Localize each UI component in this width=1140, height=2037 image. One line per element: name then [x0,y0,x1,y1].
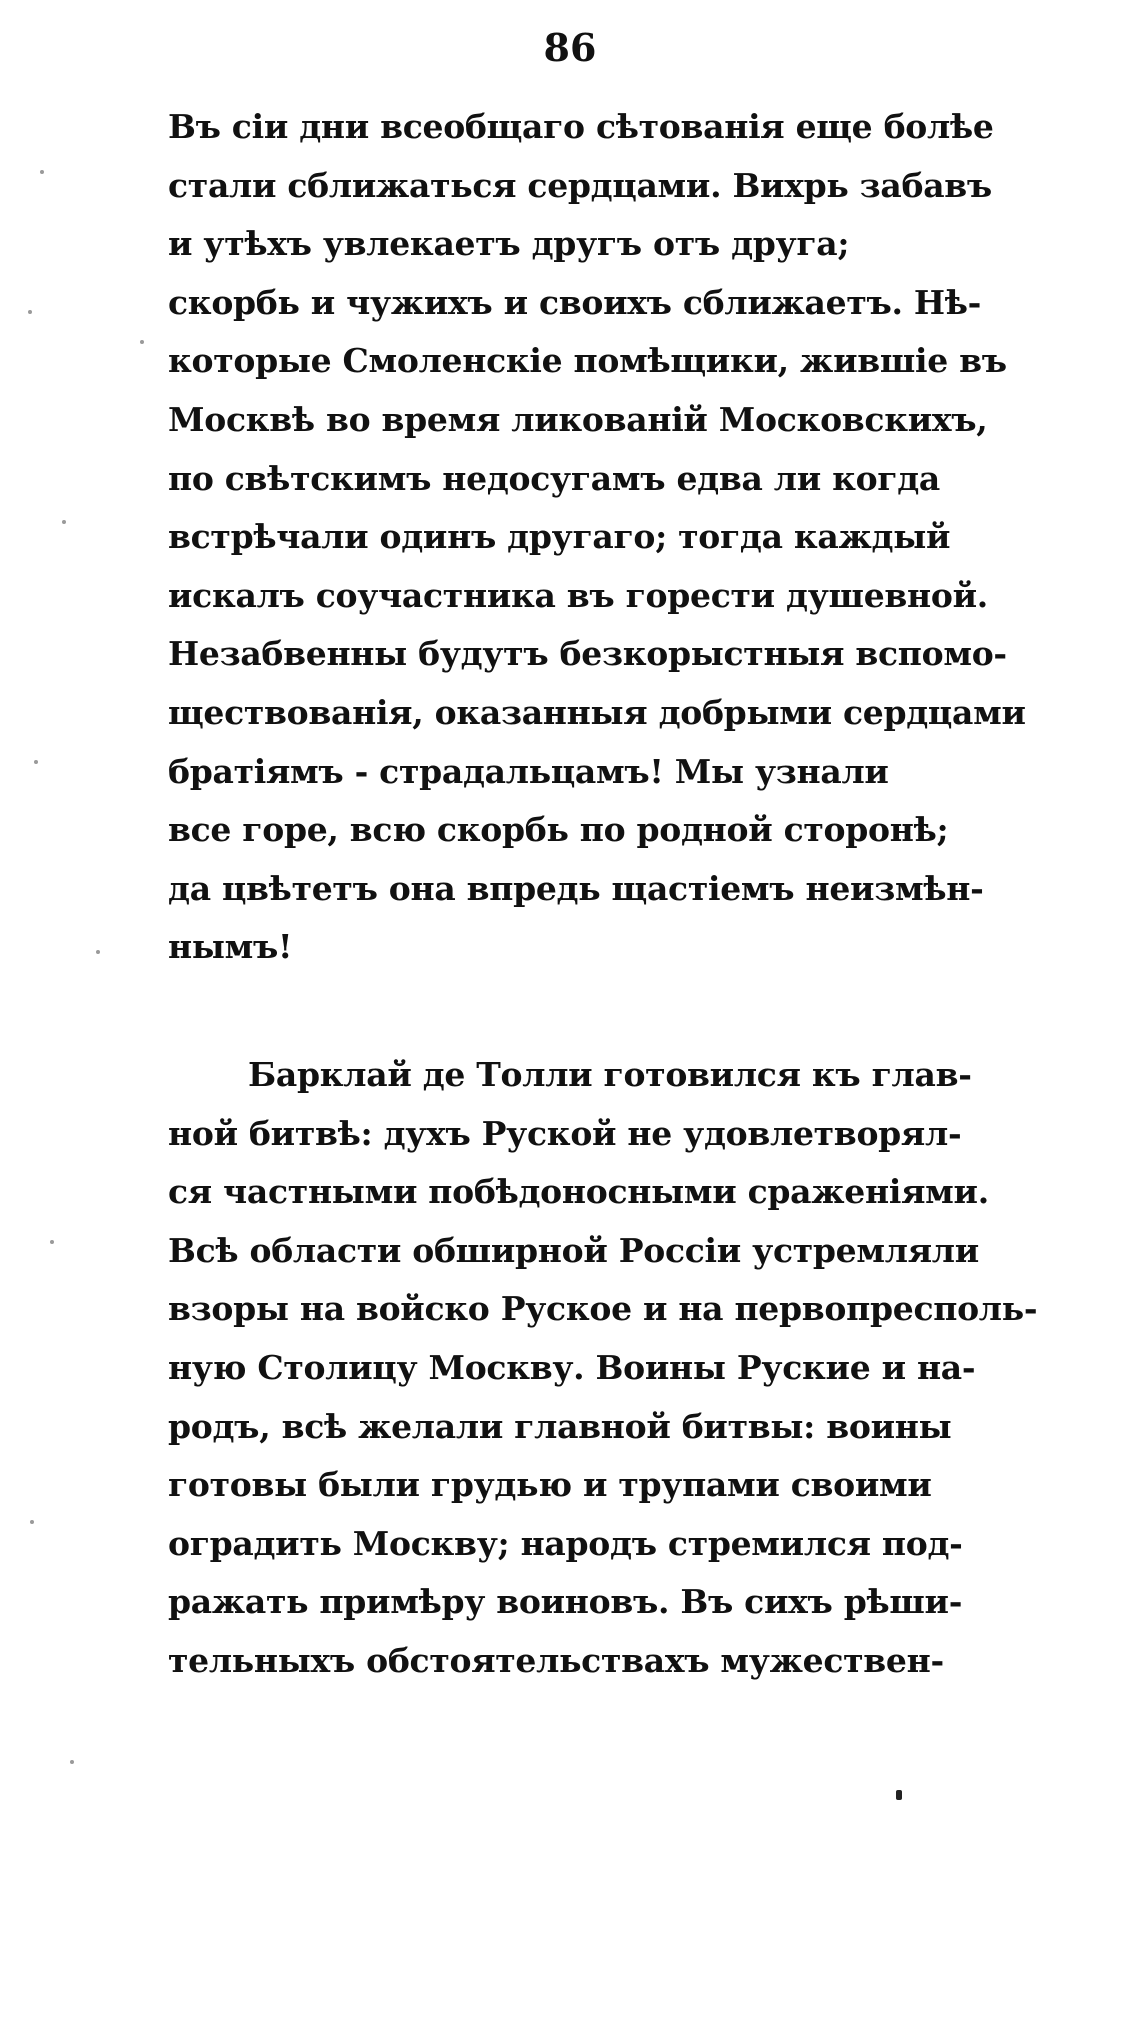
text-line: искалъ соучастника въ горести душевной. [168,575,988,615]
text-line: стали сближаться сердцами. Вихрь забавъ [168,165,992,205]
scan-speck [140,340,144,344]
text-line: ной битвѣ: духъ Руской не удовлетворял- [168,1113,962,1153]
text-line: ную Столицу Москву. Воины Руские и на- [168,1347,976,1387]
text-line: ществованія, оказанныя добрыми сердцами [168,692,1026,732]
scan-speck [30,1520,34,1524]
text-line: которые Смоленскіе помѣщики, жившіе въ [168,341,1007,381]
text-line: Москвѣ во время ликованій Московскихъ, [168,399,988,439]
text-line: скорбь и чужихъ и своихъ сближаетъ. Нѣ- [168,282,982,322]
scan-speck [28,310,32,314]
text-line: Въ сіи дни всеобщаго сѣтованія еще болѣе [168,107,994,146]
text-line: взоры на войско Руское и на первопресполь- [168,1289,1038,1329]
text-line: встрѣчали одинъ другаго; тогда каждый [168,517,951,557]
text-line: нымъ! [168,927,293,967]
text-line: Барклай де Толли готовился къ глав- [248,1055,972,1094]
scan-speck [896,1790,902,1800]
text-line: Всѣ области обширной Россіи устремляли [168,1230,979,1270]
scan-speck [62,520,66,524]
scan-speck [40,170,44,174]
paragraph-1 [168,98,1140,977]
paragraph-2 [168,1046,1140,1691]
scan-speck [50,1240,54,1244]
text-line: по свѣтскимъ недосугамъ едва ли когда [168,458,941,498]
text-line: ся частными побѣдоносными сраженіями. [168,1172,989,1212]
text-line: и утѣхъ увлекаетъ другъ отъ друга; [168,224,850,264]
scan-speck [70,1760,74,1764]
text-line: тельныхъ обстоятельствахъ мужествен- [168,1640,944,1680]
text-line: ражать примѣру воиновъ. Въ сихъ рѣши- [168,1582,963,1622]
text-line: Незабвенны будутъ безкорыстныя вспомо- [168,634,1007,674]
scan-speck [34,760,38,764]
text-line: готовы были грудью и трупами своими [168,1465,932,1505]
page-number: 86 [543,25,597,70]
text-line: да цвѣтетъ она впредь щастіемъ неизмѣн- [168,868,984,908]
scan-speck [96,950,100,954]
text-line: все горе, всю скорбь по родной сторонѣ; [168,810,949,850]
text-line: оградить Москву; народъ стремился под- [168,1523,963,1563]
text-line: родъ, всѣ желали главной битвы: воины [168,1406,952,1446]
text-line: братіямъ - страдальцамъ! Мы узнали [168,751,889,791]
